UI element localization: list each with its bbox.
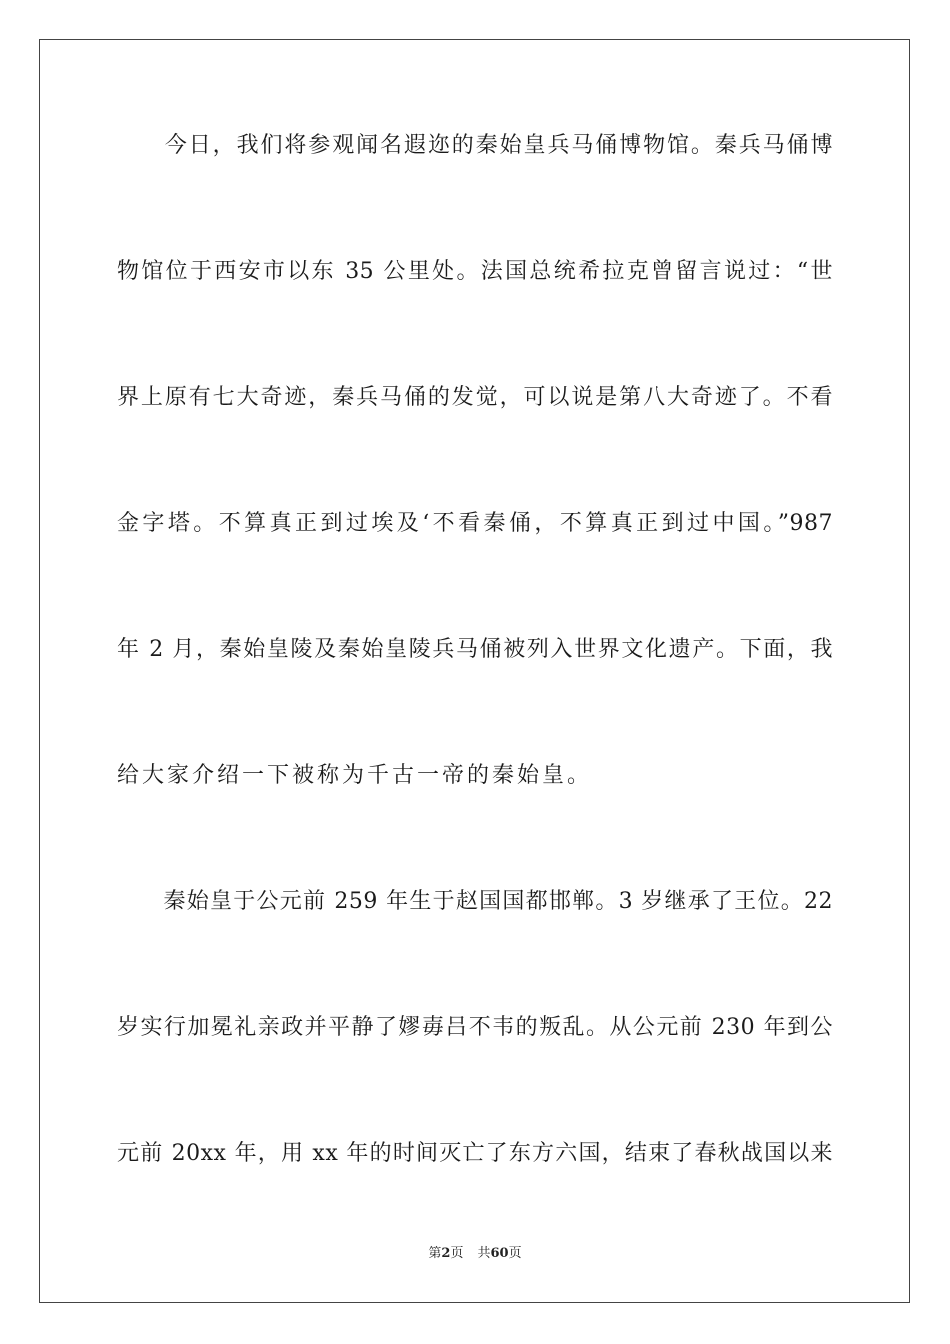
text-line-5: 年 2 月，秦始皇陵及秦始皇陵兵马俑被列入世界文化遗产。下面，我 xyxy=(117,637,833,662)
text-line-4: 金字塔。不算真正到过埃及‘不看秦俑，不算真正到过中国。”987 xyxy=(117,511,833,536)
text-line-7: 秦始皇于公元前 259 年生于赵国国都邯郸。3 岁继承了王位。22 xyxy=(117,889,833,914)
total-prefix: 共 xyxy=(477,1246,491,1261)
page-footer xyxy=(0,1245,950,1263)
total-pages: 60 xyxy=(490,1246,509,1261)
text-line-8: 岁实行加冕礼亲政并平静了嫪毐吕不韦的叛乱。从公元前 230 年到公 xyxy=(117,1015,833,1040)
page-border xyxy=(39,39,910,1303)
text-line-3: 界上原有七大奇迹，秦兵马俑的发觉，可以说是第八大奇迹了。不看 xyxy=(117,385,833,410)
page-number: 2 xyxy=(441,1246,451,1261)
text-line-6: 给大家介绍一下被称为千古一帝的秦始皇。 xyxy=(117,763,593,788)
page-suffix: 页 xyxy=(450,1246,464,1261)
text-line-1: 今日，我们将参观闻名遐迩的秦始皇兵马俑博物馆。秦兵马俑博 xyxy=(117,133,833,158)
page-prefix: 第 xyxy=(428,1246,442,1261)
text-line-9: 元前 20xx 年，用 xx 年的时间灭亡了东方六国，结束了春秋战国以来 xyxy=(117,1141,833,1166)
text-line-2: 物馆位于西安市以东 35 公里处。法国总统希拉克曾留言说过：“世 xyxy=(117,259,833,284)
total-suffix: 页 xyxy=(508,1246,522,1261)
